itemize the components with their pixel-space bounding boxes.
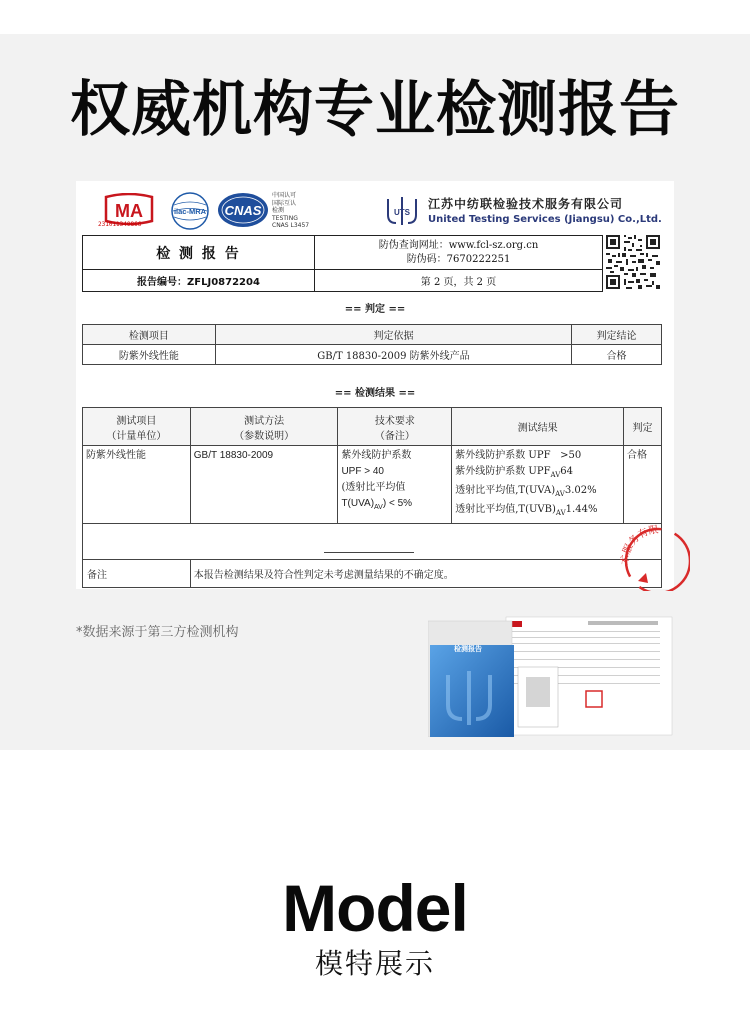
report-title: 检 测 报 告 bbox=[83, 236, 315, 270]
results-col-result: 测试结果 bbox=[452, 408, 624, 446]
results-method: GB/T 18830-2009 bbox=[190, 446, 338, 524]
company-name-cn: 江苏中纺联检验技术服务有限公司 bbox=[428, 197, 624, 211]
uts-logo-text: UTS bbox=[394, 208, 410, 217]
results-spacer-row bbox=[83, 524, 662, 560]
report-header-table bbox=[82, 235, 603, 292]
svg-text:术服务有限: 术服务有限 bbox=[620, 524, 660, 566]
uts-logo-icon bbox=[382, 193, 422, 229]
judgement-col-basis: 判定依据 bbox=[215, 325, 571, 345]
cnas-cert-text: 中国认可 国际互认 检测 TESTING CNAS L3457 bbox=[272, 192, 310, 229]
note-text: 本报告检测结果及符合性判定未考虑测量结果的不确定度。 bbox=[190, 560, 661, 588]
results-col-item: 测试项目 （计量单位） bbox=[83, 408, 191, 446]
ilac-logo-text: ilac-MRA bbox=[173, 207, 207, 216]
test-report-document bbox=[76, 181, 674, 589]
model-section-title: Model bbox=[282, 871, 468, 945]
judgement-conclusion: 合格 bbox=[572, 345, 662, 365]
results-col-method: 测试方法 （参数说明） bbox=[190, 408, 338, 446]
judgement-basis: GB/T 18830-2009 防紫外线产品 bbox=[215, 345, 571, 365]
model-section-subtitle: 模特展示 bbox=[314, 947, 435, 980]
cma-code: 231011340866 bbox=[98, 221, 142, 228]
qr-code-icon bbox=[606, 235, 660, 289]
judgement-section-title: == 判定 == bbox=[344, 304, 406, 315]
cnas-logo-text: CNAS bbox=[224, 203, 262, 218]
results-item: 防紫外线性能 bbox=[83, 446, 191, 524]
results-col-verdict: 判定 bbox=[624, 408, 662, 446]
results-col-requirement: 技术要求 （备注） bbox=[338, 408, 452, 446]
judgement-col-item: 检测项目 bbox=[83, 325, 216, 345]
divider-line bbox=[324, 552, 414, 553]
report-pages-thumbnail bbox=[428, 615, 674, 737]
note-label: 备注 bbox=[83, 560, 191, 588]
verify-code: 防伪码：7670222251 bbox=[406, 253, 511, 265]
page-info: 第 2 页，共 2 页 bbox=[315, 270, 603, 292]
ilac-mra-logo-icon bbox=[170, 191, 210, 231]
results-section-title: == 检测结果 == bbox=[334, 388, 416, 399]
cnas-logo-icon bbox=[216, 191, 270, 229]
cma-logo-text: MA bbox=[115, 201, 143, 221]
official-seal-stamp-icon bbox=[620, 521, 690, 591]
judgement-item: 防紫外线性能 bbox=[83, 345, 216, 365]
results-table bbox=[82, 407, 662, 588]
verify-site: 防伪查询网址：www.fcl-sz.org.cn bbox=[378, 239, 539, 251]
cma-logo-icon bbox=[100, 193, 158, 239]
judgement-col-conclusion: 判定结论 bbox=[572, 325, 662, 345]
thumb-cover-title: 检测报告 bbox=[454, 645, 482, 653]
judgement-table bbox=[82, 324, 662, 365]
results-requirement: 紫外线防护系数 UPF > 40 (透射比平均值 $T(UVA)_{AV}) < 5\%$ bbox=[338, 446, 452, 524]
results-verdict: 合格 bbox=[624, 446, 662, 524]
page-headline: 权威机构专业检测报告 bbox=[70, 75, 680, 145]
results-values: 紫外线防护系数 UPF >50 紫外线防护系数 $UPF_{AV}64$ 透射比平均值$,T(UVA)_{AV}3.02\%$ 透射比平均值$,T(UVB)_{AV}1.44\%$ bbox=[452, 446, 624, 524]
company-name-en: United Testing Services (Jiangsu) Co.,Ltd. bbox=[428, 214, 662, 225]
verify-info bbox=[315, 236, 603, 270]
data-source-note: *数据来源于第三方检测机构 bbox=[76, 625, 239, 640]
report-number: 报告编号：ZFLJ0872204 bbox=[83, 270, 315, 292]
